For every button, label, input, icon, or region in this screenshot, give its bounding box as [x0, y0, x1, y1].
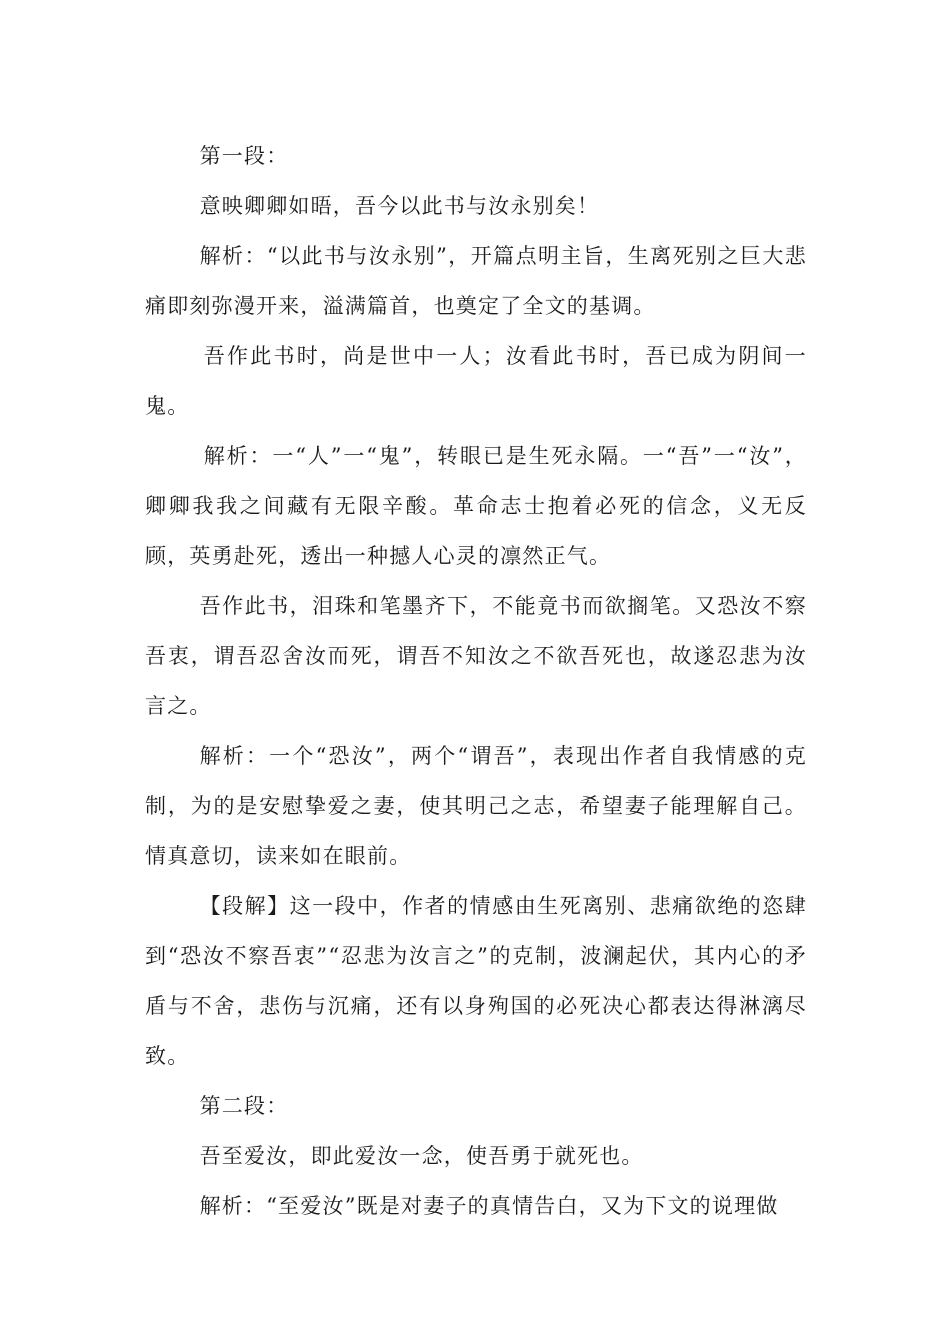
document-body [145, 131, 807, 1231]
paragraph-analysis-2: 解析：一“人”一“鬼”，转眼已是生死永隔。一“吾”一“汝”，卿卿我我之间藏有无限辛酸。革命志士抱着必死的信念，义无反顾，英勇赴死，透出一种撼人心灵的凛然正气。 [145, 444, 807, 568]
paragraph-opening-line: 意映卿卿如晤，吾今以此书与汝永别矣！ [199, 194, 600, 218]
paragraph-section-one-heading: 第一段： [199, 144, 289, 168]
paragraph-text-3: 吾作此书，泪珠和笔墨齐下，不能竟书而欲搁笔。又恐汝不察吾衷，谓吾忍舍汝而死，谓吾不知汝之不欲吾死也，故遂忍悲为汝言之。 [145, 594, 807, 718]
paragraph-section-two-heading: 第二段： [199, 1094, 289, 1118]
paragraph-analysis-1: 解析：“以此书与汝永别”，开篇点明主旨，生离死别之巨大悲痛即刻弥漫开来，溢满篇首，也奠定了全文的基调。 [145, 244, 807, 318]
paragraph-text-4: 吾至爱汝，即此爱汝一念，使吾勇于就死也。 [199, 1144, 644, 1168]
paragraph-text-2: 吾作此书时，尚是世中一人；汝看此书时，吾已成为阴间一鬼。 [145, 344, 807, 418]
paragraph-analysis-3: 解析：一个“恐汝”，两个“谓吾”，表现出作者自我情感的克制，为的是安慰挚爱之妻，使其明己之志，希望妻子能理解自己。情真意切，读来如在眼前。 [145, 744, 807, 868]
paragraph-analysis-4: 解析：“至爱汝”既是对妻子的真情告白，又为下文的说理做 [199, 1194, 779, 1218]
paragraph-section-summary: 【段解】这一段中，作者的情感由生死离别、悲痛欲绝的恣肆到“恐汝不察吾衷”“忍悲为汝言之”的克制，波澜起伏，其内心的矛盾与不舍，悲伤与沉痛，还有以身殉国的必死决心都表达得淋漓尽致。 [145, 894, 807, 1068]
